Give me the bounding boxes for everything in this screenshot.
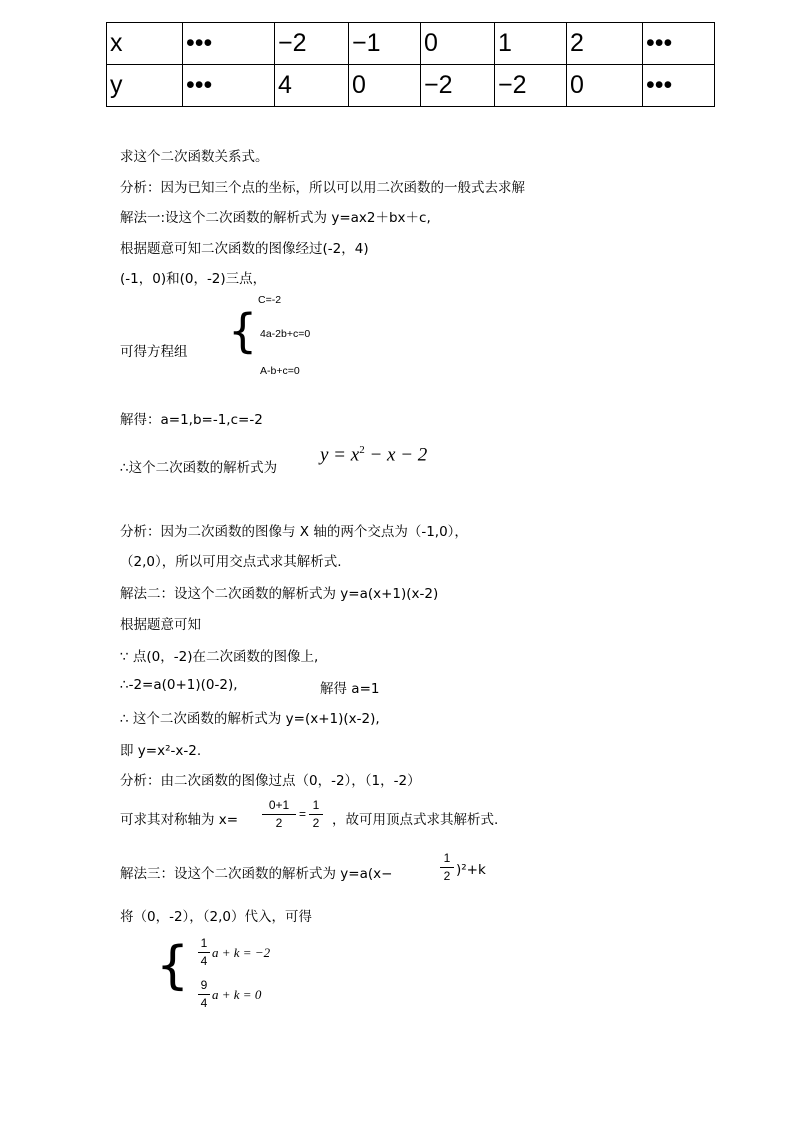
formula <box>320 444 427 466</box>
text-line: 解得：a=1,b=-1,c=-2 <box>120 412 263 428</box>
text-line: 解法二：设这个二次函数的解析式为 y=a(x+1)(x-2) <box>120 586 439 602</box>
fraction <box>262 798 296 830</box>
text-line: 解法三：设这个二次函数的解析式为 y=a(x− <box>120 866 393 882</box>
fraction-numerator: 1 <box>200 936 208 950</box>
text-line: 分析：由二次函数的图像过点（0，-2），（1，-2） <box>120 773 421 789</box>
table-cell: 1 <box>495 23 567 65</box>
table-cell: ••• <box>643 23 715 65</box>
fraction-denominator: 4 <box>200 996 208 1010</box>
text-line: 即 y=x²-x-2. <box>120 743 202 759</box>
table-cell: 0 <box>567 65 643 107</box>
table-row-x <box>107 23 715 65</box>
equation: a + k = 0 <box>212 987 262 1002</box>
fraction-denominator: 2 <box>443 869 451 883</box>
equals-sign: = <box>299 807 307 821</box>
table-cell: ••• <box>183 65 275 107</box>
fraction-denominator: 4 <box>200 954 208 968</box>
text-line: ，故可用顶点式求其解析式. <box>332 812 499 828</box>
table-cell: 2 <box>567 23 643 65</box>
formula-part: y = x <box>320 444 360 466</box>
table-cell: 0 <box>421 23 495 65</box>
text-line: (-1，0)和(0，-2)三点， <box>120 271 267 287</box>
text-line: 根据题意可知二次函数的图像经过(-2，4) <box>120 241 369 257</box>
text-line: 根据题意可知 <box>120 617 201 633</box>
table-cell: −2 <box>275 23 349 65</box>
text-line: 将（0，-2），（2,0）代入，可得 <box>120 909 313 925</box>
fraction <box>198 936 210 968</box>
fraction <box>440 851 454 883</box>
left-brace: { <box>156 936 190 996</box>
table-cell: x <box>107 23 183 65</box>
text-line: 求这个二次函数关系式。 <box>120 149 269 165</box>
table-cell: −1 <box>349 23 421 65</box>
text-line: ∴这个二次函数的解析式为 <box>120 460 278 476</box>
left-brace: { <box>228 304 258 358</box>
table-cell: 0 <box>349 65 421 107</box>
equation: a + k = −2 <box>212 945 271 960</box>
text-line: 可得方程组 <box>120 344 188 360</box>
fraction <box>309 798 323 830</box>
fraction <box>198 978 210 1010</box>
fraction-numerator: 1 <box>312 798 320 812</box>
text-line: )²+k <box>456 862 486 878</box>
table-row-y <box>107 65 715 107</box>
text-line: 分析：因为二次函数的图像与 X 轴的两个交点为（-1,0）， <box>120 524 468 540</box>
text-line: 分析：因为已知三个点的坐标，所以可以用二次函数的一般式去求解 <box>120 180 525 196</box>
text-line: ∴-2=a(0+1)(0-2), <box>120 677 238 693</box>
text-line: ∵ 点(0，-2)在二次函数的图像上, <box>120 649 319 665</box>
text-line: ∴ 这个二次函数的解析式为 y=(x+1)(x-2), <box>120 711 380 727</box>
equation: C=-2 <box>258 294 282 306</box>
table-cell: 4 <box>275 65 349 107</box>
equation: 4a-2b+c=0 <box>260 328 311 340</box>
equation: A-b+c=0 <box>260 365 300 377</box>
table-cell: ••• <box>183 23 275 65</box>
fraction-numerator: 0+1 <box>268 798 290 812</box>
text-line: 解得 a=1 <box>320 681 380 697</box>
text-line: （2,0），所以可用交点式求其解析式. <box>120 554 342 570</box>
fraction-numerator: 1 <box>443 851 451 865</box>
text-line: 可求其对称轴为 x= <box>120 812 239 828</box>
table-cell: −2 <box>421 65 495 107</box>
table-cell: y <box>107 65 183 107</box>
table-cell: ••• <box>643 65 715 107</box>
formula-exponent: 2 <box>359 444 365 456</box>
formula-part: − x − 2 <box>364 444 428 466</box>
value-table <box>106 22 715 107</box>
fraction-denominator: 2 <box>275 816 283 830</box>
fraction-numerator: 9 <box>200 978 208 992</box>
fraction-denominator: 2 <box>312 816 320 830</box>
text-line: 解法一:设这个二次函数的解析式为 y=ax2＋bx＋c, <box>120 210 431 226</box>
table-cell: −2 <box>495 65 567 107</box>
